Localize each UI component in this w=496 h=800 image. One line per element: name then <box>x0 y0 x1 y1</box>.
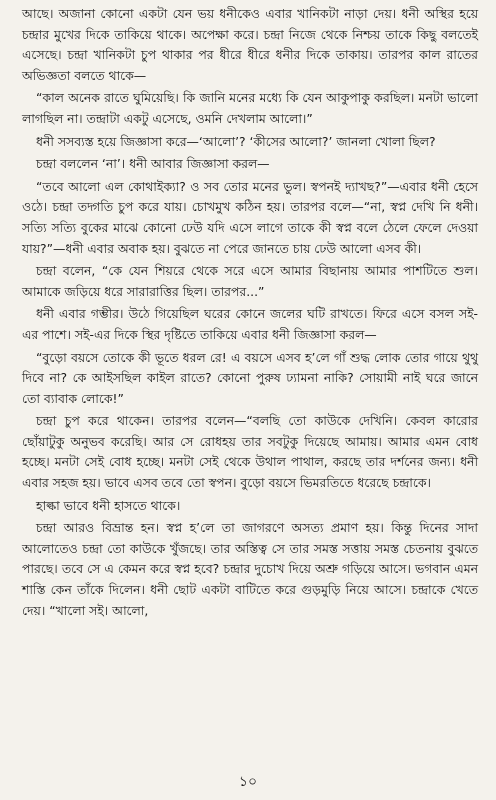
paragraph: “বুড়ো বয়সে তোকে কী ভূতে ধরল রে! এ বয়সে এসব হ’লে গাঁ শুদ্ধ লোক তোর গায়ে থুথু দিবে না? কে আইসছিল কাইল রাতে? কোনো পুরুষ ঢ্যামনা নাকি? সোয়ামী নাই ঘরে জানে তো ব্যাবাক লোকে!” <box>22 349 478 406</box>
paragraph: আছে। অজানা কোনো একটা যেন ভয় ধনীকেও এবার খানিকটা নাড়া দেয়। ধনী অস্থির হয়ে চন্দ্রার মুখের দিকে তাকিয়ে থাকে। অপেক্ষা করে। চন্দ্রা নিজে থেকে নিশ্চয় তাকে কিছু বলতেই এসেছে। চন্দ্রা খানিকটা চুপ থাকার পর ধীরে ধীরে ধনীর দিকে তাকায়। তারপর কাল রাতের অভিজ্ঞতা বলতে থাকে— <box>22 6 478 83</box>
page-body <box>22 4 478 623</box>
paragraph: ধনী এবার গম্ভীর। উঠে গিয়েছিল ঘরের কোনে জলের ঘটি রাখতে। ফিরে এসে বসল সই-এর পাশে। সই-এর দিকে স্থির দৃষ্টিতে তাকিয়ে এবার ধনী জিজ্ঞাসা করল— <box>22 306 478 342</box>
paragraph: হাল্কা ভাবে ধনী হাসতে থাকে। <box>36 497 181 513</box>
paragraph: “কাল অনেক রাতে ঘুমিয়েছি। কি জানি মনের মধ্যে কি যেন আকুপাকু করছিল। মনটা ভালো লাগছিল না। তন্দ্রাটা একটু এসেছে, ওমনি দেখলাম আলো।” <box>22 90 478 126</box>
paragraph: চন্দ্রা বলেন, “কে যেন শিয়রে থেকে সরে এসে আমার বিছানায় আমার পাশটিতে শুল। আমাকে জড়িয়ে ধরে সারারাত্তির ছিল। তারপর...” <box>22 263 478 299</box>
page-number: ১০ <box>238 774 258 790</box>
paragraph: চন্দ্রা চুপ করে থাকেন। তারপর বলেন—“বলছি তো কাউকে দেখিনি। কেবল কারোর ছোঁয়াটুকু অনুভব করেছি। আর সে রোধহয় তার সবটুকু দিয়েছে আমায়। আমার এমন বোধ হচ্ছে। মনটা সেই বোধ হচ্ছে। মনটা সেই থেকে উথাল পাথাল, করছে তার দর্শনের জন্য। ধনী এবার সহজ হয়। ভাবে এসব তবে তো স্বপন। বুড়ো বয়সে ভিমরতিতে ধরেছে চন্দ্রাকে। <box>22 413 478 491</box>
paragraph: “তবে আলো এল কোথাইক্যা? ও সব তোর মনের ভুল। স্বপনই দ্যাখছ?”—এবার ধনী হেসে ওঠে। চন্দ্রা তদ্গতি চুপ করে যায়। চোখমুখ কঠিন হয়। তারপর বলে—“না, স্বপ্ন দেখি নি ধনী। সত্যি সত্যি বুকের মাঝে কোনো ঢেউ যদি এসে লাগে তাকে কী স্বপ্ন বলে ঠেলে ফেলে দেওয়া যায়?”—ধনী এবার অবাক হয়। বুঝতে না পেরে জানতে চায় ঢেউ আলো এসব কী। <box>22 178 478 256</box>
paragraph: চন্দ্রা বললেন ‘না’। ধনী আবার জিজ্ঞাসা করল— <box>36 156 270 172</box>
paragraph: চন্দ্রা আরও বিভ্রান্ত হন। স্বপ্ন হ’লে তা জাগরণে অসত্য প্রমাণ হয়। কিন্তু দিনের সাদা আলোতেও চন্দ্রা তো কাউকে খুঁজছে। তার অস্তিত্ব সে তার সমস্ত সত্তায় সমস্ত চেতনায় বুঝতে পারছে। তবে সে এ কেমন করে স্বপ্ন হবে? চন্দ্রার দুচোখ দিয়ে অশ্রু গড়িয়ে আসে। ভগবান এমন শাস্তি কেন তাঁকে দিলেন। ধনী ছোট একটা বাটিতে করে গুড়মুড়ি নিয়ে আসে। চন্দ্রাকে খেতে দেয়। “খালো সই। আলো, <box>22 520 478 618</box>
paragraph: ধনী সসব্যস্ত হয়ে জিজ্ঞাসা করে—‘আলো’? ‘কীসের আলো?’ জানলা খোলা ছিল? <box>36 133 436 149</box>
